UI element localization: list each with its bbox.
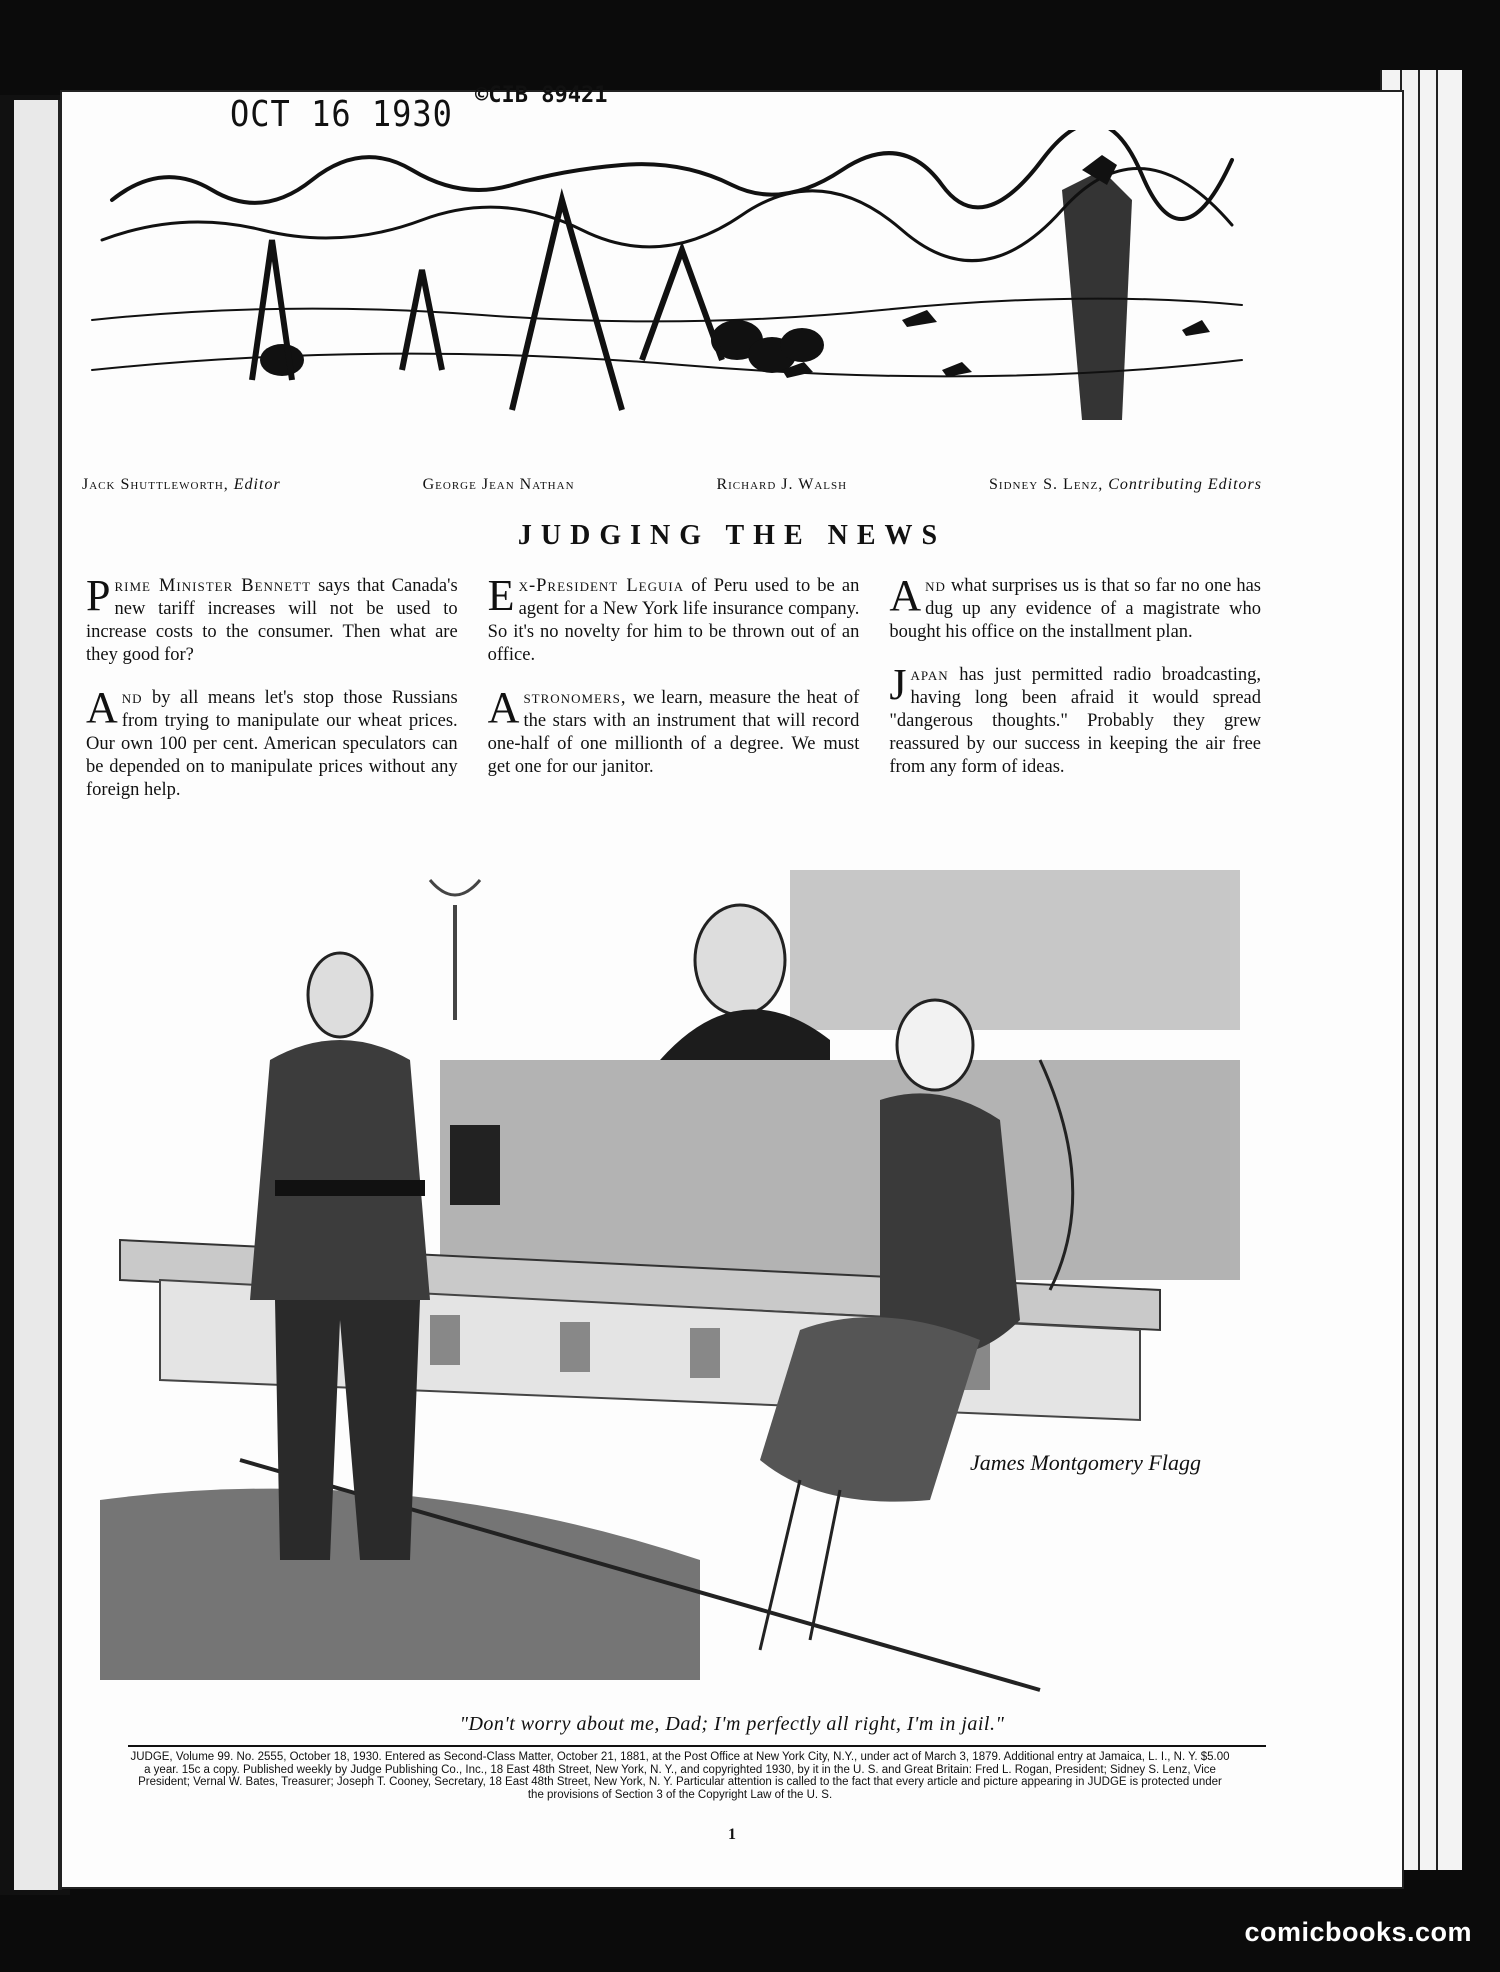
divider <box>128 1745 1266 1747</box>
publication-masthead: JUDGE, Volume 99. No. 2555, October 18, 1930. Entered as Second-Class Matter, October 21, 1881, at the Post Office at New York City, N.Y., under act of March 3, 1879. Additional entry at Jamaica, L. I., N. Y. $5.00 a year. 15c a copy. Published weekly by Judge Publishing Co., Inc., 18 East 48th Street, New York, N. Y., and copyrighted 1930, by it in the U. S. and Great Britain: Fred L. Rogan, President; Sidney S. Lenz, Vice President; Vernal W. Bates, Treasurer; Joseph T. Cooney, Secretary, 18 East 48th Street, New York, N. Y. Particular attention is called to the fact that every article and picture appearing in JUDGE is protected under the provisions of Section 3 of the Copyright Law of the U. S. <box>130 1751 1230 1801</box>
site-watermark: comicbooks.com <box>1244 1917 1472 1947</box>
column-2 <box>487 571 860 822</box>
editor-credit: Sidney S. Lenz, Contributing Editors <box>989 476 1262 493</box>
artist-signature: James Montgomery Flagg <box>970 1450 1201 1475</box>
news-item: And by all means let's stop those Russians from trying to manipulate our wheat prices. Our own 100 per cent. American speculators can be depended on to manipulate prices without any foreign help. <box>86 683 458 800</box>
news-item: Prime Minister Bennett says that Canada's new tariff increases will not be used to increase costs to the consumer. Then what are they good for? <box>86 571 458 665</box>
editors-list <box>82 476 1262 494</box>
cartoon-caption: "Don't worry about me, Dad; I'm perfectly all right, I'm in jail." <box>459 1713 1005 1735</box>
binding-edge <box>14 100 62 1890</box>
date-stamp: OCT 16 1930 <box>230 93 453 135</box>
copyright-stamp: ©CIB 89421 <box>475 83 608 108</box>
news-item: Japan has just permitted radio broadcasting, having long been afraid it would spread "dangerous thoughts." Probably they grew reassured by our success in keeping the air free from any form of ideas. <box>889 660 1262 777</box>
news-item: Ex-President Leguia of Peru used to be an agent for a New York life insurance company. So it's no novelty for him to be thrown out of an office. <box>487 571 860 665</box>
page-number: 1 <box>728 1826 736 1843</box>
news-item: Astronomers, we learn, measure the heat of the stars with an instrument that will record one-half of one millionth of a degree. We must get one for our janitor. <box>487 683 860 777</box>
news-columns <box>86 571 1262 822</box>
jail-cartoon-illustration <box>100 860 1260 1710</box>
editor-credit: Richard J. Walsh <box>716 476 848 493</box>
page-title: JUDGING THE NEWS <box>517 520 947 551</box>
column-3 <box>889 571 1262 822</box>
editor-credit: George Jean Nathan <box>422 476 575 493</box>
editor-credit: Jack Shuttleworth, Editor <box>82 476 281 493</box>
news-item: And what surprises us is that so far no one has dug up any evidence of a magistrate who bought his office on the installment plan. <box>889 571 1262 642</box>
pumpkin-patch-illustration <box>82 130 1252 440</box>
column-1 <box>86 571 458 822</box>
